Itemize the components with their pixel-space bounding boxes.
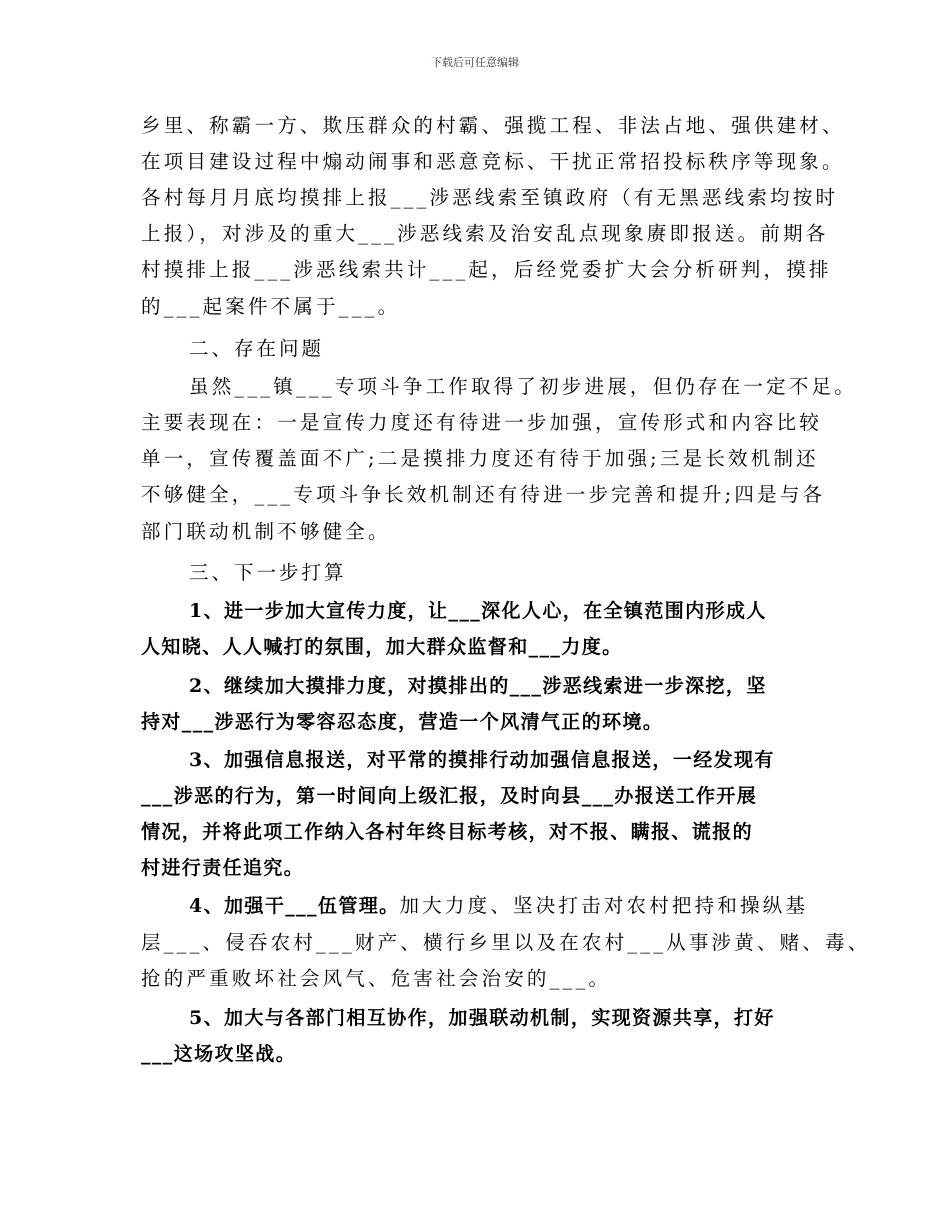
body-line: 各村每月月底均摸排上报___涉恶线索至镇政府（有无黑恶线索均按时 (141, 186, 839, 209)
body-line: 村摸排上报___涉恶线索共计___起，后经党委扩大会分析研判，摸排 (141, 258, 832, 281)
list-item-5-line: ___这场攻坚战。 (141, 1043, 297, 1065)
list-item-4-line: 层___、侵吞农村___财产、横行乡里以及在农村___从事涉黄、赌、毒、 (141, 931, 871, 954)
list-item-3-line: 村进行责任追究。 (141, 857, 305, 879)
page-header: 下载后可任意编辑 (431, 56, 519, 69)
body-line: 单一，宣传覆盖面不广;二是摸排力度还有待于加强;三是长效机制还 (141, 447, 819, 470)
list-item-4-text: 加大力度、坚决打击对农村把持和操纵基 (399, 894, 809, 917)
list-item-2-line: 2、继续加大摸排力度，对摸排出的___涉恶线索进一步深挖，坚 (189, 675, 767, 697)
list-item-3-line: 3、加强信息报送，对平常的摸排行动加强信息报送，一经发现有 (189, 749, 775, 771)
body-line: 部门联动机制不够健全。 (141, 520, 391, 543)
list-item-1-line: 1、进一步加大宣传力度，让___深化人心，在全镇范围内形成人 (189, 600, 767, 622)
list-item-2-line: 持对___涉恶行为零容忍态度，营造一个风清气正的环境。 (141, 711, 664, 733)
body-line: 乡里、称霸一方、欺压群众的村霸、强揽工程、非法占地、强供建材、 (141, 114, 845, 137)
list-item-4-line: 抢的严重败坏社会风气、危害社会治安的___。 (141, 967, 612, 990)
body-line: 的___起案件不属于___。 (141, 295, 401, 318)
list-item-4-title: 4、加强干___伍管理。 (189, 895, 400, 917)
body-line: 上报），对涉及的重大___涉恶线索及治安乱点现象赓即报送。前期各 (141, 222, 829, 245)
list-item-5-line: 5、加大与各部门相互协作，加强联动机制，实现资源共享，打好 (189, 1007, 775, 1029)
body-line: 虽然___镇___专项斗争工作取得了初步进展，但仍存在一定不足。 (189, 375, 857, 398)
list-item-1-line: 人知晓、人人喊打的氛围，加大群众监督和___力度。 (141, 636, 623, 658)
body-line: 不够健全，___专项斗争长效机制还有待进一步完善和提升;四是与各 (141, 483, 826, 506)
section-heading-next-steps: 三、下一步打算 (189, 561, 347, 584)
body-line: 主要表现在：一是宣传力度还有待进一步加强，宣传形式和内容比较 (141, 411, 823, 434)
body-line: 在项目建设过程中煽动闹事和恶意竞标、干扰正常招投标秩序等现象。 (141, 150, 845, 173)
section-heading-problems: 二、存在问题 (189, 337, 325, 360)
list-item-4-line (189, 888, 808, 924)
list-item-3-line: 情况，并将此项工作纳入各村年终目标考核，对不报、瞒报、谎报的 (141, 821, 754, 843)
list-item-3-line: ___涉恶的行为，第一时间向上级汇报，及时向县___办报送工作开展 (141, 785, 758, 807)
